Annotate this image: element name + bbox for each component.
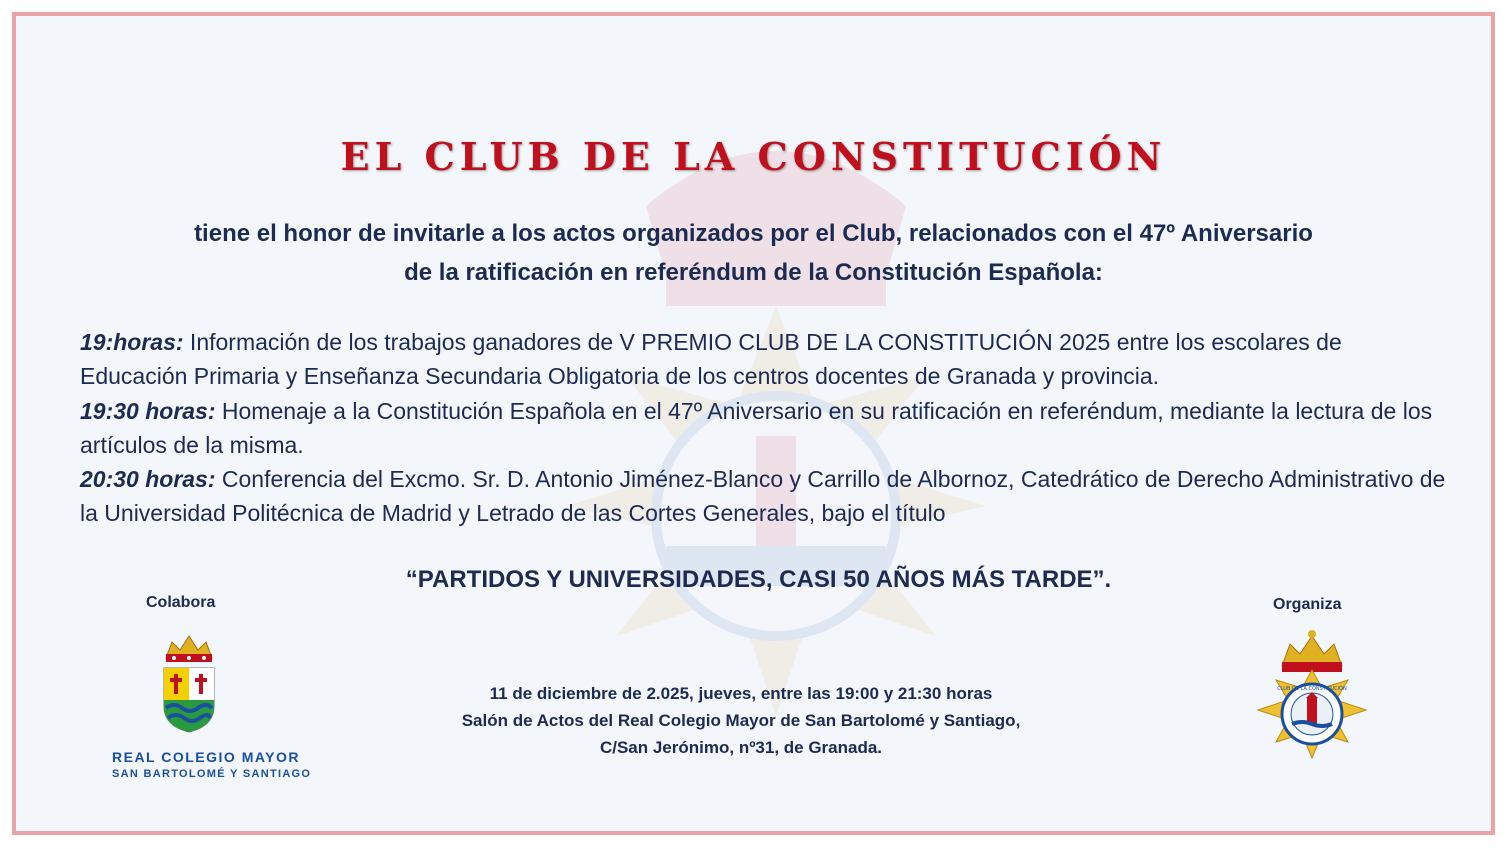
intro-line-1: tiene el honor de invitarle a los actos organizados por el Club, relacionados con el 47º Aniversario <box>194 220 1313 247</box>
event-details <box>376 680 1106 761</box>
agenda-item <box>80 462 1451 531</box>
agenda-text: Conferencia del Excmo. Sr. D. Antonio Jiménez-Blanco y Carrillo de Albornoz, Catedrático de Derecho Administrativo de la Universidad Politécnica de Madrid y Letrado de las Cortes Generales, bajo el título <box>80 466 1446 527</box>
agenda-item <box>80 325 1451 394</box>
page-title: EL CLUB DE LA CONSTITUCIÓN <box>340 134 1167 179</box>
lecture-title: “PARTIDOS Y UNIVERSIDADES, CASI 50 AÑOS MÁS TARDE”. <box>405 566 1112 593</box>
invitation-card <box>12 12 1495 835</box>
collaborator-name-line-1: REAL COLEGIO MAYOR <box>112 749 301 765</box>
club-emblem-icon <box>1256 626 1368 761</box>
agenda-item <box>80 394 1451 463</box>
invitation-intro <box>76 214 1431 292</box>
agenda-text: Información de los trabajos ganadores de V PREMIO CLUB DE LA CONSTITUCIÓN 2025 entre los escolares de Educación Primaria y Enseñanza Secundaria Obligatoria de los centros docentes de Granada y provincia. <box>80 329 1342 390</box>
agenda-text: Homenaje a la Constitución Española en el 47º Aniversario en su ratificación en referéndum, mediante la lectura de los artículos de la misma. <box>80 397 1433 458</box>
agenda <box>80 325 1451 531</box>
collaborator-label: Colabora <box>146 594 216 611</box>
agenda-time: 20:30 horas: <box>80 466 216 493</box>
agenda-time: 19:horas: <box>80 329 184 355</box>
event-date: 11 de diciembre de 2.025, jueves, entre las 19:00 y 21:30 horas <box>489 684 993 703</box>
event-venue: Salón de Actos del Real Colegio Mayor de San Bartolomé y Santiago, <box>461 711 1021 730</box>
event-address: C/San Jerónimo, nº31, de Granada. <box>599 738 883 757</box>
agenda-time: 19:30 horas: <box>80 397 216 424</box>
intro-line-2: de la ratificación en referéndum de la Constitución Española: <box>404 259 1103 286</box>
college-crest-icon <box>154 628 224 738</box>
organizer-label: Organiza <box>1273 596 1342 613</box>
svg-text:CLUB DE LA CONSTITUCIÓN: CLUB DE LA CONSTITUCIÓN <box>1277 686 1347 692</box>
collaborator-name-line-2: SAN BARTOLOMÉ Y SANTIAGO <box>112 768 312 780</box>
